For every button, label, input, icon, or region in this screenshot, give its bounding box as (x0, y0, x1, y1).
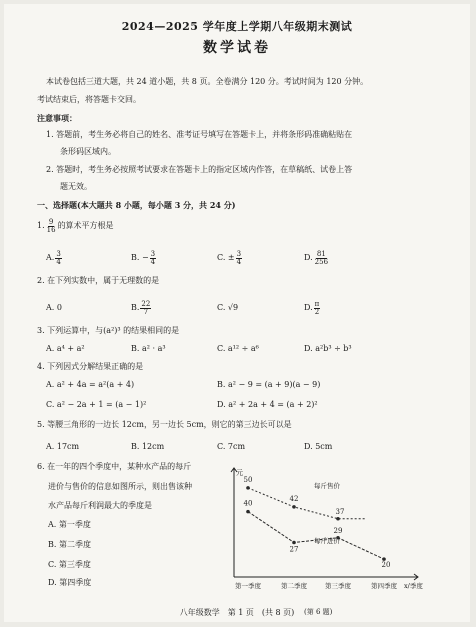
data-point (292, 541, 296, 545)
note-1-line-2: 条形码区域内。 (60, 147, 116, 156)
question-3-option-b: B. a² · a³ (131, 344, 166, 353)
question-1-stem (37, 218, 114, 234)
question-6-caption: (第 6 题) (304, 608, 333, 616)
chart-series (243, 486, 386, 561)
data-point (246, 510, 250, 514)
data-point (246, 486, 250, 490)
question-4-stem: 4. 下列因式分解结果正确的是 (37, 362, 144, 371)
question-6-line-3: 水产品每斤利润最大的季度是 (48, 501, 152, 510)
question-3-option-a: A. a⁴ + a² (46, 344, 85, 353)
chart-labels (235, 469, 423, 590)
question-1-option-b: B. − $\frac{3}{4}$ (131, 249, 156, 266)
question-1-text: 的算术平方根是 (57, 221, 114, 230)
question-6-option-c: C. 第三季度 (48, 560, 91, 569)
question-4-option-d: D. a² + 2a + 4 = (a + 2)² (217, 400, 318, 409)
question-5-option-d: D. 5cm (304, 442, 333, 451)
data-label: 40 (243, 499, 253, 508)
question-2-option-c: C. √9 (217, 303, 239, 312)
question-2-option-d: D. $\frac{\pi}{2}$ (304, 299, 320, 316)
data-label: 29 (333, 526, 343, 535)
x-tick-label: 第三季度 (325, 582, 351, 590)
question-1-option-c: C. ± $\frac{3}{4}$ (217, 249, 242, 266)
question-2-stem: 2. 在下列实数中，属于无理数的是 (37, 276, 160, 285)
data-point (292, 505, 296, 509)
price-chart (226, 462, 426, 604)
note-2-line-2: 题无效。 (60, 182, 92, 191)
question-5-option-c: C. 7cm (217, 442, 246, 451)
question-4-option-a: A. a² + 4a = a²(a + 4) (46, 380, 135, 389)
section-1-heading: 一、选择题(本大题共 8 小题，每小题 3 分，共 24 分) (37, 200, 236, 210)
exam-subtitle: 数学试卷 (203, 40, 271, 56)
note-1-line-1: 1. 答题前，考生务必将自己的姓名、准考证号填写在答题卡上，并将条形码准确粘贴在 (46, 130, 353, 139)
question-2-option-a: A. 0 (46, 303, 62, 312)
x-axis-label: x/季度 (404, 582, 423, 590)
data-label: 42 (289, 494, 299, 503)
exam-page (4, 4, 470, 622)
series-name: 每斤售价 (314, 482, 340, 490)
question-4-option-b: B. a² − 9 = (a + 9)(a − 9) (217, 380, 321, 389)
question-5-stem: 5. 等腰三角形的一边长 12cm，另一边长 5cm，则它的第三边长可以是 (37, 420, 292, 429)
x-tick-label: 第二季度 (281, 582, 307, 590)
question-6-option-b: B. 第二季度 (48, 540, 91, 549)
question-4-option-c: C. a² − 2a + 1 = (a − 1)² (46, 400, 147, 409)
question-6-line-2: 进价与售价的信息如图所示，则出售该种 (48, 482, 192, 491)
series-line (248, 488, 366, 519)
data-label: 27 (289, 545, 299, 554)
intro-line-1: 本试卷包括三道大题，共 24 道小题，共 8 页。全卷满分 120 分。考试时间为 120 分钟。 (46, 77, 369, 86)
data-point (336, 517, 340, 521)
intro-line-2: 考试结束后，将答题卡交回。 (37, 95, 141, 104)
question-5-option-a: A. 17cm (46, 442, 80, 451)
exam-title: 2024—2025 学年度上学期八年级期末测试 (121, 20, 353, 33)
question-5-option-b: B. 12cm (131, 442, 165, 451)
page-footer: 八年级数学 第 1 页 (共 8 页) (179, 608, 295, 617)
series-name: 每斤进价 (314, 537, 340, 545)
note-2-line-1: 2. 答题时，考生务必按照考试要求在答题卡上的指定区域内作答，在草稿纸、试卷上答 (46, 165, 353, 174)
notes-heading: 注意事项： (37, 113, 77, 123)
question-3-option-c: C. a¹² ÷ a⁶ (217, 344, 259, 353)
question-6-option-a: A. 第一季度 (48, 520, 91, 529)
question-1-fraction: $\frac{9}{16}$ (46, 217, 56, 234)
question-6-line-1: 6. 在一年的四个季度中，某种水产品的每斤 (37, 462, 192, 471)
data-label: 50 (243, 475, 253, 484)
question-1-number: 1. (37, 221, 45, 230)
x-tick-label: 第一季度 (235, 582, 261, 590)
question-6-option-d: D. 第四季度 (48, 578, 92, 587)
x-tick-label: 第四季度 (371, 582, 397, 590)
question-2-option-b: B. $\frac{22}{7}$ (131, 299, 151, 316)
question-1-option-d: D. $\frac{81}{256}$ (304, 249, 329, 266)
data-label: 20 (381, 561, 391, 570)
question-3-option-d: D. a²b³ ÷ b³ (304, 344, 352, 353)
question-3-stem: 3. 下列运算中，与(a²)³ 的结果相同的是 (37, 326, 180, 335)
y-axis-label: 元 (236, 469, 243, 477)
question-1-option-a: A. $\frac{3}{4}$ (46, 249, 61, 266)
data-label: 37 (335, 507, 345, 516)
